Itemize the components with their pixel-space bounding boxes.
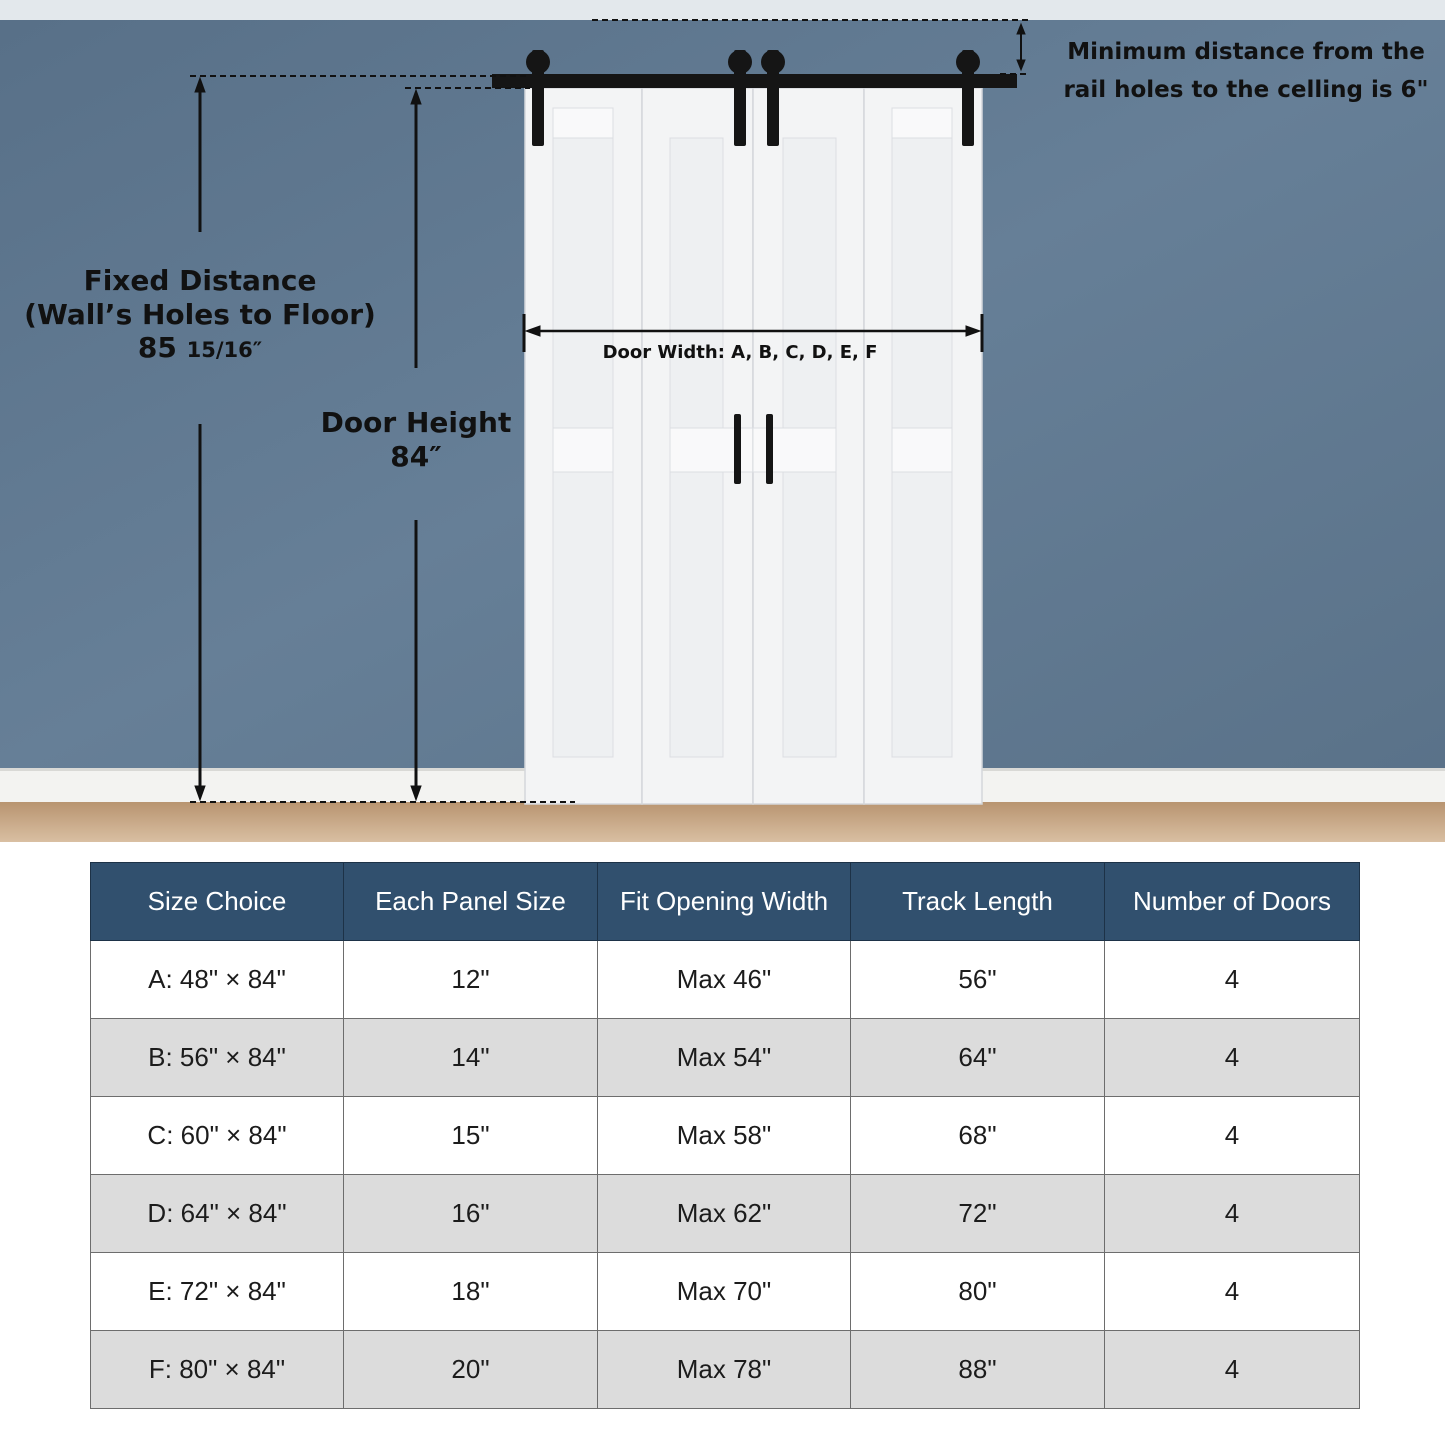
- table-row: [91, 1175, 1360, 1253]
- table-cell: Max 54": [598, 1019, 851, 1097]
- table-cell: 4: [1105, 1019, 1360, 1097]
- table-cell: Max 46": [598, 941, 851, 1019]
- ceiling: [0, 0, 1445, 20]
- table-cell: F: 80" × 84": [91, 1331, 344, 1409]
- header-number-of-doors: Number of Doors: [1105, 863, 1360, 941]
- table-cell: B: 56" × 84": [91, 1019, 344, 1097]
- table-cell: 12": [344, 941, 598, 1019]
- table-cell: 4: [1105, 1097, 1360, 1175]
- door-handle-right: [766, 414, 773, 484]
- fixed-distance-label: [20, 264, 380, 365]
- table-cell: 4: [1105, 1175, 1360, 1253]
- table-header-row: [91, 863, 1360, 941]
- barn-doors: [525, 88, 982, 804]
- table-cell: 20": [344, 1331, 598, 1409]
- table-cell: 14": [344, 1019, 598, 1097]
- door-height-title: Door Height: [320, 406, 512, 439]
- table-cell: 80": [851, 1253, 1105, 1331]
- table-cell: 68": [851, 1097, 1105, 1175]
- table-row: [91, 1019, 1360, 1097]
- table-cell: 64": [851, 1019, 1105, 1097]
- ceiling-distance-note: [1058, 34, 1434, 110]
- table-cell: 4: [1105, 1331, 1360, 1409]
- table-cell: 56": [851, 941, 1105, 1019]
- table-cell: C: 60" × 84": [91, 1097, 344, 1175]
- table-cell: Max 78": [598, 1331, 851, 1409]
- table-cell: Max 70": [598, 1253, 851, 1331]
- table-cell: 4: [1105, 941, 1360, 1019]
- table-cell: 4: [1105, 1253, 1360, 1331]
- table-cell: D: 64" × 84": [91, 1175, 344, 1253]
- ceiling-note-line-1: Minimum distance from the: [1067, 39, 1425, 65]
- table-row: [91, 1097, 1360, 1175]
- table-row: [91, 941, 1360, 1019]
- fixed-distance-subtitle: (Wall’s Holes to Floor): [24, 297, 376, 331]
- table-cell: A: 48" × 84": [91, 941, 344, 1019]
- header-panel-size: Each Panel Size: [344, 863, 598, 941]
- table-cell: 15": [344, 1097, 598, 1175]
- header-opening-width: Fit Opening Width: [598, 863, 851, 941]
- door-handle-left: [734, 414, 741, 484]
- table-row: [91, 1253, 1360, 1331]
- header-track-length: Track Length: [851, 863, 1105, 941]
- door-height-value: 84″: [390, 439, 442, 473]
- fixed-distance-whole: 85: [137, 331, 177, 365]
- table-cell: Max 62": [598, 1175, 851, 1253]
- door-panel-4: [864, 88, 982, 804]
- table-cell: 88": [851, 1331, 1105, 1409]
- table-cell: 16": [344, 1175, 598, 1253]
- ceiling-note-line-2: rail holes to the celling is 6": [1063, 76, 1429, 103]
- fixed-distance-title: Fixed Distance: [83, 264, 317, 297]
- table-cell: Max 58": [598, 1097, 851, 1175]
- table-row: [91, 1331, 1360, 1409]
- table-cell: 72": [851, 1175, 1105, 1253]
- table-cell: 18": [344, 1253, 598, 1331]
- door-width-label: Door Width: A, B, C, D, E, F: [602, 342, 878, 363]
- table-cell: E: 72" × 84": [91, 1253, 344, 1331]
- fixed-distance-fraction: 15/16″: [186, 338, 263, 363]
- fixed-distance-value: [20, 331, 380, 365]
- door-panel-1: [525, 88, 642, 804]
- door-height-label: [300, 406, 532, 473]
- header-size-choice: Size Choice: [91, 863, 344, 941]
- size-spec-table: [90, 862, 1360, 1409]
- floor: [0, 802, 1445, 842]
